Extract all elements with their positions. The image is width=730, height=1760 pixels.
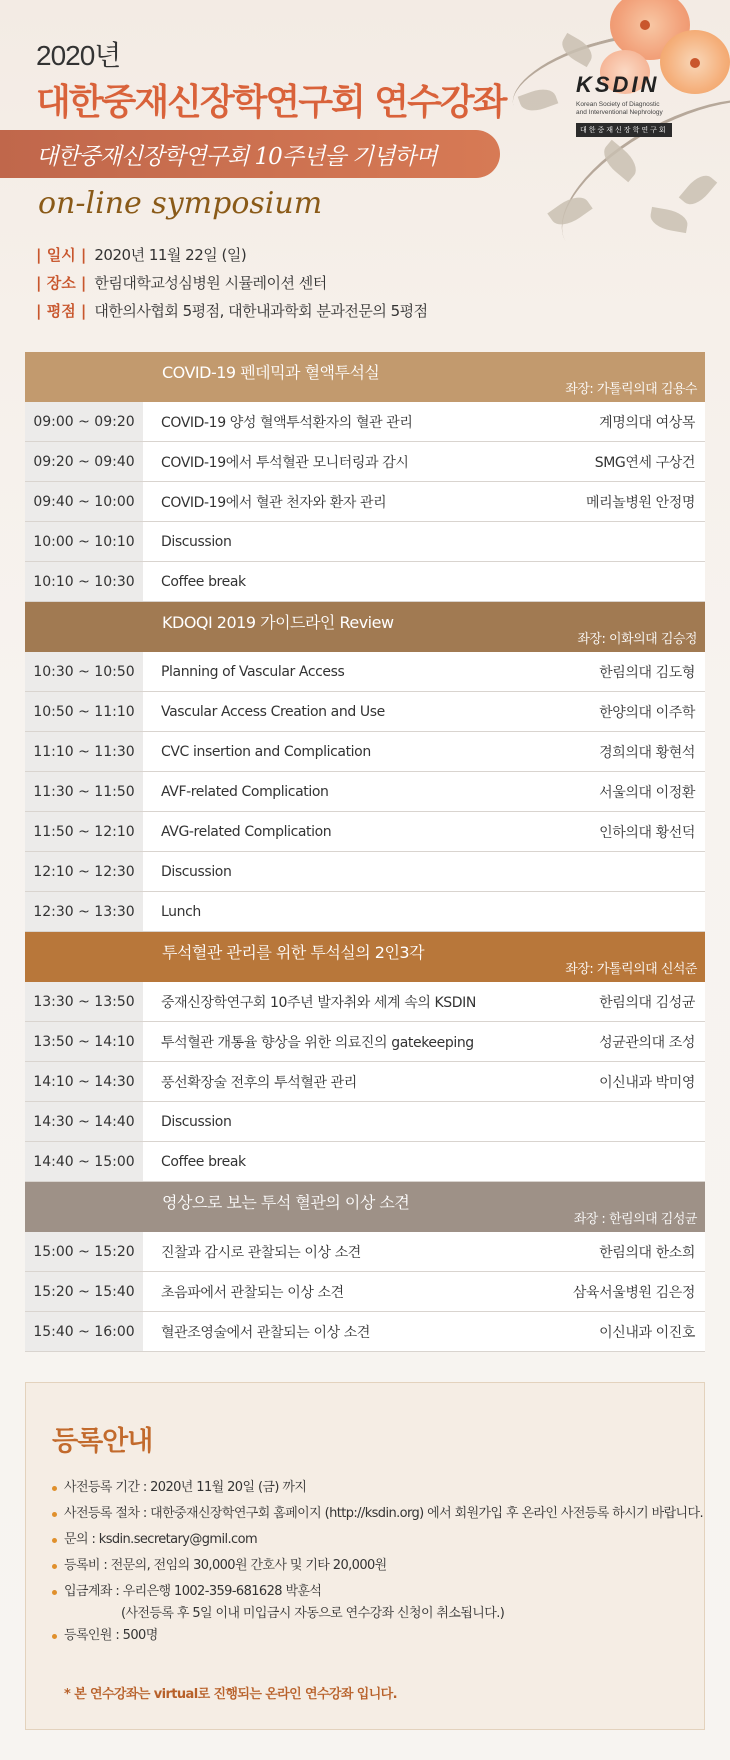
registration-item-text: 사전등록 기간 : 2020년 11월 20일 (금) 까지 bbox=[64, 1480, 307, 1495]
registration-list bbox=[52, 1475, 703, 1649]
table-row bbox=[25, 852, 705, 892]
table-row bbox=[25, 772, 705, 812]
session-time: 12:10 ~ 12:30 bbox=[25, 852, 143, 891]
session-time: 15:00 ~ 15:20 bbox=[25, 1232, 143, 1271]
session-topic: Discussion bbox=[161, 1113, 232, 1130]
table-row bbox=[25, 1022, 705, 1062]
table-row bbox=[25, 482, 705, 522]
session-time: 12:30 ~ 13:30 bbox=[25, 892, 143, 931]
registration-item-text: 등록인원 : 500명 bbox=[64, 1628, 158, 1643]
session-speaker: 서울의대 이정환 bbox=[599, 784, 695, 801]
session-time: 11:30 ~ 11:50 bbox=[25, 772, 143, 811]
section-title: COVID-19 펜데믹과 혈액투석실 bbox=[162, 363, 380, 382]
table-row bbox=[25, 1102, 705, 1142]
session-time: 10:00 ~ 10:10 bbox=[25, 522, 143, 561]
session-topic: Discussion bbox=[161, 863, 232, 880]
logo-subtitle: Korean Society of Diagnostic and Interventional Nephrology bbox=[576, 101, 663, 116]
session-time: 14:10 ~ 14:30 bbox=[25, 1062, 143, 1101]
table-row bbox=[25, 1062, 705, 1102]
section-chair: 좌장: 가톨릭의대 김용수 bbox=[565, 382, 697, 397]
session-time: 11:50 ~ 12:10 bbox=[25, 812, 143, 851]
session-topic: Vascular Access Creation and Use bbox=[161, 703, 385, 720]
session-topic: 초음파에서 관찰되는 이상 소견 bbox=[161, 1284, 344, 1301]
section-chair: 좌장: 가톨릭의대 신석준 bbox=[565, 962, 697, 977]
session-time: 10:10 ~ 10:30 bbox=[25, 562, 143, 601]
table-row bbox=[25, 522, 705, 562]
section-header bbox=[25, 1182, 705, 1232]
registration-box bbox=[25, 1382, 705, 1730]
table-row bbox=[25, 692, 705, 732]
session-speaker: 계명의대 여상목 bbox=[599, 414, 695, 431]
session-time: 14:40 ~ 15:00 bbox=[25, 1142, 143, 1181]
registration-note: * 본 연수강좌는 virtual로 진행되는 온라인 연수강좌 입니다. bbox=[64, 1687, 397, 1702]
logo-mark: KSDIN bbox=[576, 72, 660, 97]
table-row bbox=[25, 442, 705, 482]
session-topic: CVC insertion and Complication bbox=[161, 743, 371, 760]
session-speaker bbox=[695, 852, 705, 891]
session-speaker: 한림의대 김도형 bbox=[599, 664, 695, 681]
schedule-table bbox=[25, 352, 705, 1352]
session-topic: Discussion bbox=[161, 533, 232, 550]
session-speaker bbox=[695, 522, 705, 561]
session-speaker bbox=[695, 1102, 705, 1141]
section-chair: 좌장: 이화의대 김승정 bbox=[577, 632, 697, 647]
session-topic: 진찰과 감시로 관찰되는 이상 소견 bbox=[161, 1244, 361, 1261]
table-row bbox=[25, 892, 705, 932]
registration-title: 등록안내 bbox=[52, 1426, 153, 1457]
session-speaker: 삼육서울병원 김은정 bbox=[572, 1284, 695, 1301]
online-symposium-subtitle: on-line symposium bbox=[38, 186, 323, 221]
session-speaker: SMG연세 구상건 bbox=[594, 454, 695, 471]
session-topic: 혈관조영술에서 관찰되는 이상 소견 bbox=[161, 1324, 371, 1341]
section-header bbox=[25, 932, 705, 982]
session-topic: AVF-related Complication bbox=[161, 783, 329, 800]
session-topic: COVID-19에서 혈관 천자와 환자 관리 bbox=[161, 494, 387, 511]
registration-item bbox=[52, 1501, 703, 1527]
table-row bbox=[25, 562, 705, 602]
section-header bbox=[25, 602, 705, 652]
session-topic: Lunch bbox=[161, 903, 201, 920]
table-row bbox=[25, 982, 705, 1022]
session-time: 09:00 ~ 09:20 bbox=[25, 402, 143, 441]
info-date: | 일시 | 2020년 11월 22일 (일) bbox=[36, 245, 247, 264]
registration-item bbox=[52, 1475, 703, 1501]
registration-item-text: 문의 : ksdin.secretary@gmil.com bbox=[64, 1532, 258, 1547]
session-speaker: 한양의대 이주학 bbox=[599, 704, 695, 721]
section-title: 투석혈관 관리를 위한 투석실의 2인3각 bbox=[162, 943, 425, 962]
logo-korean-name: 대한중재신장학연구회 bbox=[576, 123, 672, 137]
table-row bbox=[25, 1272, 705, 1312]
session-speaker: 인하의대 황선덕 bbox=[599, 824, 695, 841]
table-row bbox=[25, 652, 705, 692]
registration-item-note: (사전등록 후 5일 이내 미입금시 자동으로 연수강좌 신청이 취소됩니다.) bbox=[121, 1606, 505, 1621]
session-topic: COVID-19에서 투석혈관 모니터링과 감시 bbox=[161, 454, 409, 471]
session-speaker: 이신내과 이진호 bbox=[599, 1324, 695, 1341]
table-row bbox=[25, 1312, 705, 1352]
session-topic: 투석혈관 개통율 향상을 위한 의료진의 gatekeeping bbox=[161, 1034, 474, 1051]
session-topic: Coffee break bbox=[161, 1153, 246, 1170]
registration-item-text: 입금계좌 : 우리은행 1002-359-681628 박훈석 bbox=[64, 1584, 322, 1599]
registration-item-text: 등록비 : 전문의, 전임의 30,000원 간호사 및 기타 20,000원 bbox=[64, 1558, 387, 1573]
registration-item-text: 사전등록 절차 : 대한중재신장학연구회 홈페이지 (http://ksdin.org) 에서 회원가입 후 온라인 사전등록 하시기 바랍니다. bbox=[64, 1506, 704, 1521]
session-time: 13:30 ~ 13:50 bbox=[25, 982, 143, 1021]
info-credits: | 평점 | 대한의사협회 5평점, 대한내과학회 분과전문의 5평점 bbox=[36, 301, 428, 320]
registration-item bbox=[52, 1623, 703, 1649]
section-chair: 좌장 : 한림의대 김성균 bbox=[573, 1212, 697, 1227]
session-topic: 풍선확장술 전후의 투석혈관 관리 bbox=[161, 1074, 357, 1091]
section-title: 영상으로 보는 투석 혈관의 이상 소견 bbox=[162, 1193, 410, 1212]
session-time: 11:10 ~ 11:30 bbox=[25, 732, 143, 771]
session-speaker bbox=[695, 892, 705, 931]
session-speaker: 메리놀병원 안정명 bbox=[585, 494, 695, 511]
table-row bbox=[25, 1142, 705, 1182]
session-time: 15:40 ~ 16:00 bbox=[25, 1312, 143, 1351]
session-speaker bbox=[695, 1142, 705, 1181]
session-topic: 중재신장학연구회 10주년 발자취와 세계 속의 KSDIN bbox=[161, 994, 476, 1011]
session-speaker bbox=[695, 562, 705, 601]
session-time: 10:30 ~ 10:50 bbox=[25, 652, 143, 691]
registration-item bbox=[52, 1527, 703, 1553]
session-time: 14:30 ~ 14:40 bbox=[25, 1102, 143, 1141]
table-row bbox=[25, 812, 705, 852]
section-title: KDOQI 2019 가이드라인 Review bbox=[162, 613, 394, 632]
ksdin-logo bbox=[576, 72, 690, 137]
registration-item bbox=[52, 1579, 703, 1623]
session-speaker: 성균관의대 조성 bbox=[599, 1034, 695, 1051]
session-speaker: 한림의대 김성균 bbox=[599, 994, 695, 1011]
session-topic: AVG-related Complication bbox=[161, 823, 332, 840]
table-row bbox=[25, 732, 705, 772]
session-time: 15:20 ~ 15:40 bbox=[25, 1272, 143, 1311]
anniversary-banner-text: 대한중재신장학연구회 10주년을 기념하며 bbox=[36, 143, 437, 170]
session-time: 13:50 ~ 14:10 bbox=[25, 1022, 143, 1061]
session-speaker: 경희의대 황현석 bbox=[599, 744, 695, 761]
session-topic: Planning of Vascular Access bbox=[161, 663, 345, 680]
table-row bbox=[25, 402, 705, 442]
session-time: 09:40 ~ 10:00 bbox=[25, 482, 143, 521]
session-topic: Coffee break bbox=[161, 573, 246, 590]
session-speaker: 이신내과 박미영 bbox=[599, 1074, 695, 1091]
event-info bbox=[36, 240, 428, 324]
event-year: 2020년 bbox=[36, 40, 121, 71]
table-row bbox=[25, 1232, 705, 1272]
info-venue: | 장소 | 한림대학교성심병원 시뮬레이션 센터 bbox=[36, 273, 327, 292]
anniversary-banner bbox=[0, 130, 500, 178]
session-time: 09:20 ~ 09:40 bbox=[25, 442, 143, 481]
session-time: 10:50 ~ 11:10 bbox=[25, 692, 143, 731]
event-title: 대한중재신장학연구회 연수강좌 bbox=[36, 82, 506, 123]
session-topic: COVID-19 양성 혈액투석환자의 혈관 관리 bbox=[161, 414, 413, 431]
section-header bbox=[25, 352, 705, 402]
registration-item bbox=[52, 1553, 703, 1579]
session-speaker: 한림의대 한소희 bbox=[599, 1244, 695, 1261]
